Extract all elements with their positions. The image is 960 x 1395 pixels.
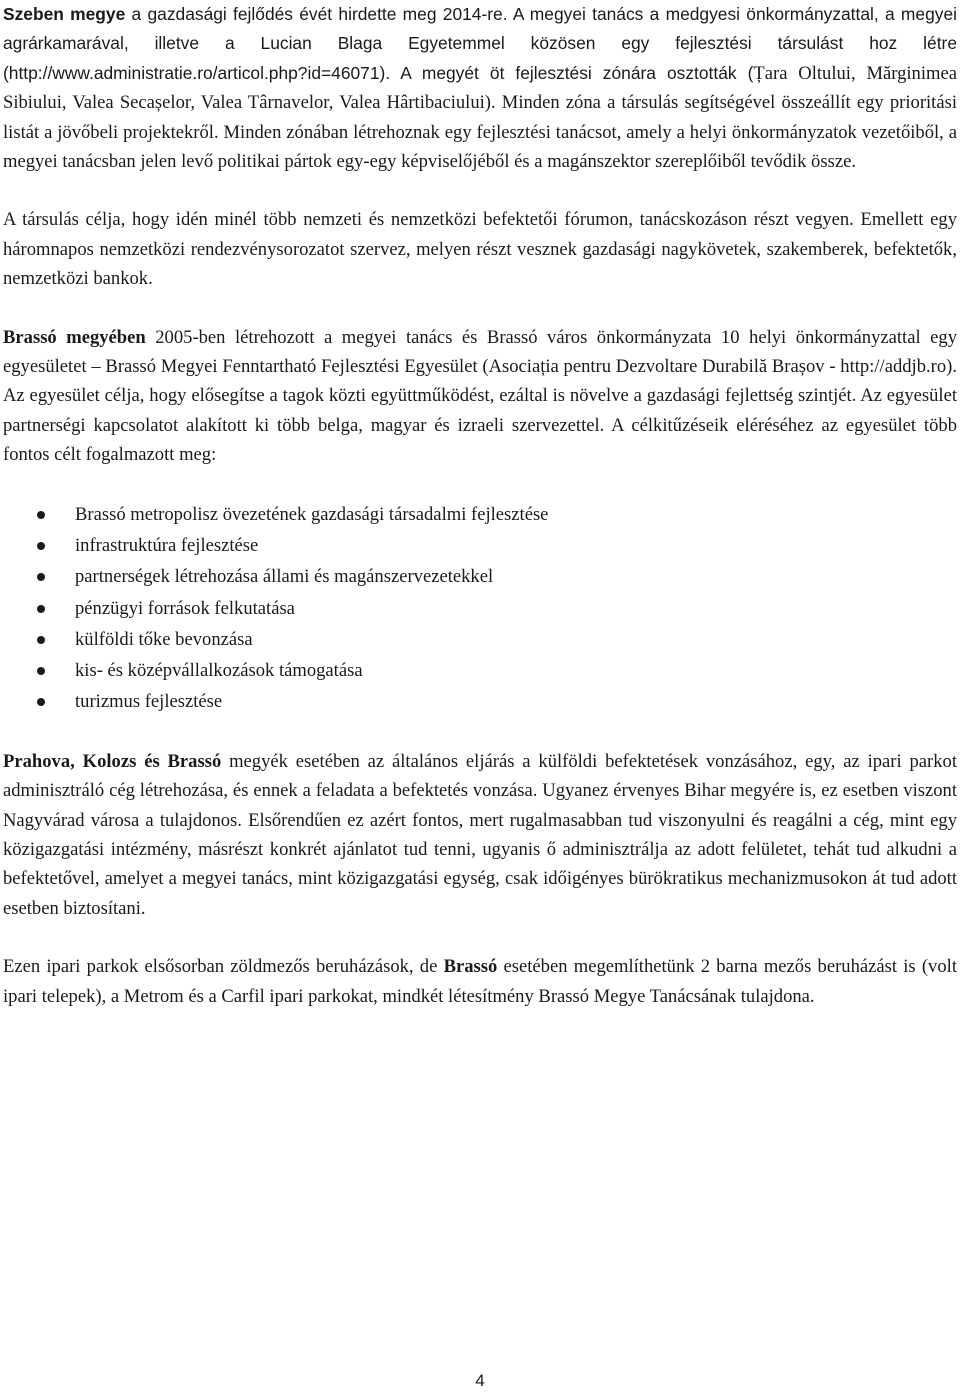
paragraph-szeben-zones: Țara Oltului, Mărginimea Sibiului, Valea Secașelor, Valea Târnavelor, Valea Hârtibaciului). Minden zóna a társulás segítségével összeállít egy prioritási listát a jövőbeli projektekről. Minden zónában létrehoznak egy fejlesztési tanácsot, amely a helyi önkormányzatok vezetőiből, a megyei tanácsban jelen levő politikai pártok egy-egy képviselőjéből és a magánszektor szereplőiből tevődik össze. <box>3 62 957 173</box>
list-item: pénzügyi források felkutatása <box>3 593 957 624</box>
document-page <box>3 0 957 1011</box>
paragraph-spacer <box>3 718 957 747</box>
bullet-icon <box>37 573 45 581</box>
goals-list <box>3 499 957 718</box>
list-item: Brassó metropolisz övezetének gazdasági társadalmi fejlesztése <box>3 499 957 530</box>
paragraph-spacer <box>3 470 957 499</box>
paragraph-association-goal: A társulás célja, hogy idén minél több nemzeti és nemzetközi befektetői fórumon, tanácskozáson részt vegyen. Emellett egy háromnapos nemzetközi rendezvénysorozatot szervez, melyen részt vesznek gazdasági nagykövetek, szakemberek, befektetők, nemzetközi bankok. <box>3 209 957 290</box>
paragraph-spacer <box>3 176 957 205</box>
paragraph-spacer <box>3 294 957 323</box>
paragraph-spacer <box>3 923 957 952</box>
paragraph-industrial-parks <box>3 747 957 923</box>
bullet-icon <box>37 605 45 613</box>
bold-county-brasso: Brassó megyében <box>3 326 146 348</box>
bold-counties: Prahova, Kolozs és Brassó <box>3 750 222 772</box>
bullet-icon <box>37 698 45 706</box>
bold-county-brasso-2: Brassó <box>443 956 498 978</box>
paragraph-szeben <box>3 0 957 176</box>
paragraph-greenfield: Ezen ipari parkok elsősorban zöldmezős beruházások, de Brassó esetében megemlíthetünk 2 barna mezős beruházást is (volt ipari telepek), a Metrom és a Carfil ipari parkokat, mindkét létesítmény Brassó Megye Tanácsának tulajdona. <box>3 956 957 1007</box>
bullet-icon <box>37 667 45 675</box>
list-item: infrastruktúra fejlesztése <box>3 530 957 561</box>
paragraph-brasso-text: 2005-ben létrehozott a megyei tanács és Brassó város önkormányzata 10 helyi önkormányzattal egy egyesületet – Brassó Megyei Fenntartható Fejlesztési Egyesület (Asociația pentru Dezvoltare Durabilă Brașov - http://addjb.ro). Az egyesület célja, hogy elősegítse a tagok közti együttműködést, ezáltal is növelve a gazdasági fejlettség szintjét. Az egyesület partnerségi kapcsolatot alakított ki több belga, magyar és izraeli szervezettel. A célkitűzéseik eléréséhez az egyesület több fontos célt fogalmazott meg: <box>3 326 957 466</box>
page-number: 4 <box>475 1371 485 1390</box>
bold-county-szeben: Szeben megye <box>3 4 126 24</box>
bullet-icon <box>37 542 45 550</box>
list-item: külföldi tőke bevonzása <box>3 624 957 655</box>
paragraph-szeben-text: a gazdasági fejlődés évét hirdette meg 2014-re. A megyei tanács a medgyesi önkormányzattal, a megyei agrárkamarával, illetve a Lucian Blaga Egyetemmel közösen egy fejlesztési társulást hoz létre (http://www.administratie.ro/articol.php?id=46071). A megyét öt fejlesztési zónára osztották ( <box>3 4 957 83</box>
paragraph-industrial-parks-text: megyék esetében az általános eljárás a külföldi befektetések vonzásához, egy, az ipari parkot adminisztráló cég létrehozása, és ennek a feladata a befektetés vonzása. Ugyanez érvenyes Bihar megyére is, ez esetben viszont Nagyvárad városa a tulajdonos. Elsőrendűen ez azért fontos, mert rugalmasabban tud viszonyulni és reagálni a cég, mint egy közigazgatási intézmény, másrészt konkrét ajánlatot tud tenni, ugyanis ő adminisztrálja az adott felületet, tehát tud alkudni a befektetővel, amelyet a megyei tanács, mint közigazgatási egység, csak időigényes bürökratikus mechanizmusokon át tud adott esetben biztosítani. <box>3 750 957 919</box>
bullet-icon <box>37 511 45 519</box>
list-item: kis- és középvállalkozások támogatása <box>3 655 957 686</box>
bullet-icon <box>37 636 45 644</box>
list-item: turizmus fejlesztése <box>3 686 957 717</box>
paragraph-brasso <box>3 323 957 470</box>
list-item: partnerségek létrehozása állami és magánszervezetekkel <box>3 561 957 592</box>
